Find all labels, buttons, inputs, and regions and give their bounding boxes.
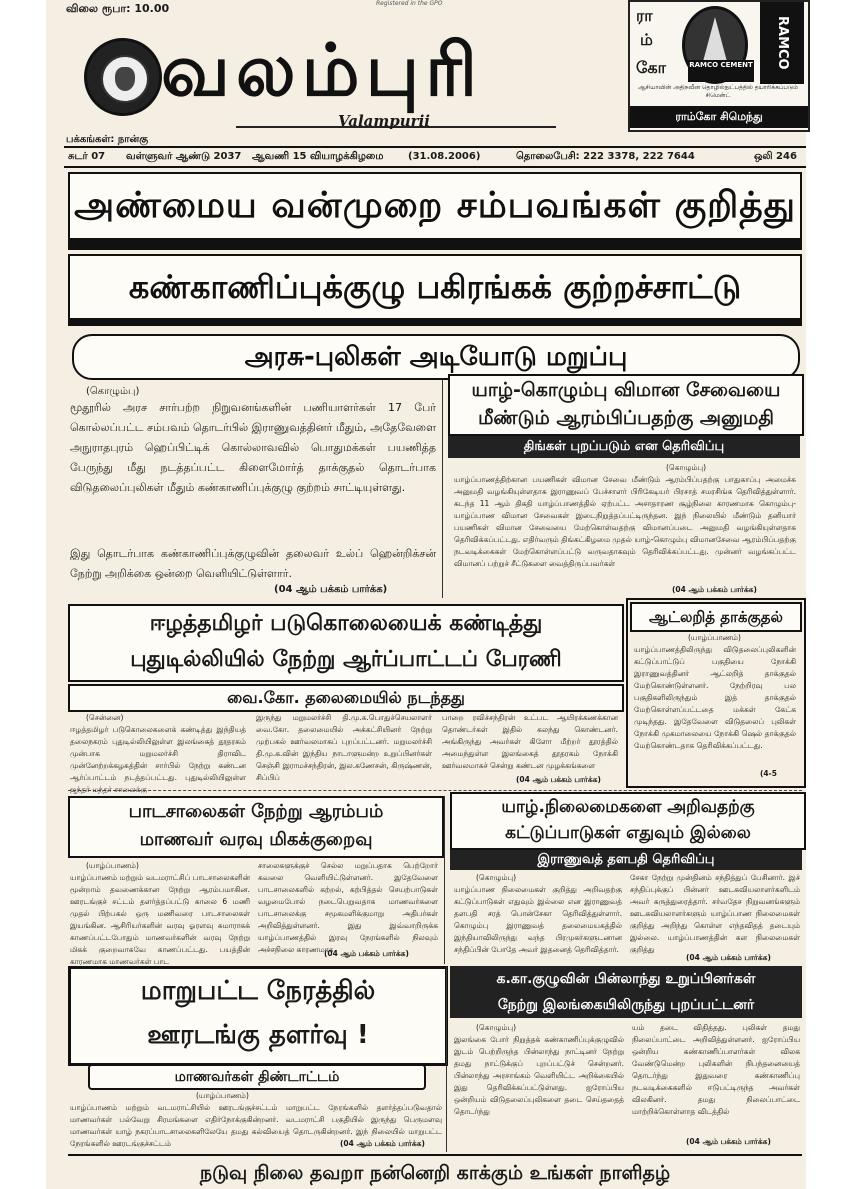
rally-headline-1: ஈழத்தமிழர் படுகொலையைக் கண்டித்து (149, 611, 543, 636)
column-divider-3 (446, 966, 447, 1152)
flight-dateline: (கொழும்பு) (666, 463, 707, 472)
curfew-headline-1: மாறுபட்ட நேரத்தில் (140, 976, 376, 1006)
security-col-1: யாழ்ப்பாண நிலைமைகள் குறித்து அறிவதற்கு கட்டுப்பாடுகள் எதுவும் இல்லை என இராணுவத் தளபதி சரத் பொன்சேகா தெரிவித்துள்ளார். கொழும்பு இராணுவத் தலைமையகத்தில் இந்தியாவிலிருந்து வந்த பிரமுகர்களுடனான சந்திப்பின் போதே அவர் இதனைத் தெரிவித்தார். (454, 885, 622, 954)
section-divider (68, 790, 802, 791)
dateline-bar (64, 146, 806, 168)
ad-char-1: ரா (636, 6, 653, 25)
flight-subhead: திங்கள் புறப்படும் என தெரிவிப்பு (448, 436, 800, 458)
tamil-date: ஆவணி 15 (252, 151, 307, 162)
attack-box (626, 598, 806, 788)
lead-headline-3: அரசு-புலிகள் அடியோடு மறுப்பு (72, 334, 800, 380)
nordic-headline (450, 966, 802, 1018)
curfew-subhead: மாணவர்கள் திண்டாட்டம் (88, 1064, 426, 1090)
rally-continued: (04 ஆம் பக்கம் பார்க்க) (516, 775, 601, 784)
pages-count: பக்கங்கள்: நான்கு (66, 134, 149, 145)
nordic-headline-1: க.கா.குழுவின் பின்லாந்து உறுப்பினர்கள் (496, 971, 756, 987)
rally-headline (68, 604, 624, 682)
nordic-dateline: (கொழும்பு) (476, 1023, 517, 1032)
nordic-col-1: இலங்கை போர் நிறுத்தக் கண்காணிப்புக்குழுவில் இடம் பெற்றிருந்த பின்லாந்து நாட்டினர் நேற்று தமது நாட்டுக்குப் புறப்பட்டுச் சென்றனர். பின்லாந்து அரசாங்கம் வெளியிட்ட அறிக்கையில் இது தெரிவிக்கப்பட்டுள்ளது. ஐரோப்பிய ஒன்றியம் விடுதலைப்புலிகளை தடை செய்ததைத் தொடர்ந்து (454, 1035, 624, 1116)
school-dateline: (யாழ்ப்பாணம்) (86, 861, 139, 870)
volume: சுடர் 07 (68, 151, 106, 162)
flight-headline-1: யாழ்-கொழும்பு விமான சேவையை (471, 379, 781, 401)
headline-rule-2 (68, 320, 802, 326)
lead-body: மூதூரில் அரச சார்பற்ற நிறுவனங்களின் பணியாளர்கள் 17 பேர் கொல்லப்பட்ட சம்பவம் தொடர்பில் இராணுவத்தினர் மீதும், அதேவேளை அநுராதபுரம் ஹெப்பிட்டிக் கொல்லாவவில் பொதுமக்கள் பயணித்த பேருந்து மீது நடத்தப்பட்ட கிளைமோர்த் தாக்குதல் தொடர்பாக விடுதலைப்புலிகள் மீதும் கண்காணிப்புக்குழு குற்றம் சாட்டியுள்ளது. (70, 401, 436, 494)
attack-headline: ஆட்லறித் தாக்குதல் (630, 602, 802, 632)
school-col-2: சாலைகளுக்குச் செல்ல மறுப்பதாக பெற்றோர் கவலை வெளியிட்டுள்ளனர். இதேவேளை பாடசாலைகளில் கற்றல், கற்பித்தல் செயற்பாடுகள் வழமைபோல் நடைபெறுவதாக மாணவர்களை பாடசாலைக்கு சமூகமளிக்குமாறு அதிபர்கள் அறிவித்துள்ளனர். இது இவ்வாறிருக்க யாழ்ப்பாணத்தில் இரவு நேரங்களில் நிலவும் அச்சநிலை காரணமாக (258, 861, 438, 954)
conch-emblem-icon (84, 38, 162, 116)
curfew-body: யாழ்ப்பாணம் மற்றும் வடமராட்சியில் ஊரடங்குச்சட்டம் மாறுபட்ட நேரங்களில் தளர்த்தப்படுவதால் மாணவர்கள் பல்வேறு சிரமங்களை எதிர்நோக்குகின்றனர். வடமராட்சி பகுதியில் இருந்து பெருமளவு மாணவர்கள் யாழ் நகரப்பாடசாலைகளிலேயே தமது கல்வியைத் தொடருகின்றனர். இந் நிலையில் மாறுபட்ட நேரங்களில் ஊரடங்குச்சட்டம் (70, 1103, 442, 1148)
date: (31.08.2006) (408, 151, 481, 162)
lead-headline-1: அண்மைய வன்முறை சம்பவங்கள் குறித்து (68, 172, 802, 240)
lead-body-2: இது தொடர்பாக கண்காணிப்புக்குழுவின் தலைவர் உல்ப் ஹென்றிக்சன் நேற்று அறிக்கை ஒன்றை வெளியிட்டுள்ளார். (70, 547, 436, 580)
ramco-advertisement (628, 0, 810, 132)
security-subhead: இராணுவத் தளபதி தெரிவிப்பு (450, 850, 802, 870)
masthead-roman: Valampurii (338, 112, 430, 130)
column-divider (442, 380, 443, 598)
flight-body: யாழ்ப்பாணத்திற்கான பயணிகள் விமான சேவை மீண்டும் ஆரம்பிப்பதற்கு பாதுகாப்பு அமைச்சு அனுமதி வழங்கியுள்ளதாக இராணுவப் பேச்சாளர் பிரிகேடியர் பிரசாத் சமரசிங்க தெரிவித்துள்ளார். கடந்த 11 ஆம் திகதி யாழ்ப்பாணத்தில் ஏற்பட்ட அசாதாரண சூழ்நிலை காரணமாக கொழும்பு-யாழ்ப்பாண விமான சேவைகள் இடைநிறுத்தப்பட்டிருந்தன. இந் நிலையில் மீண்டும் தனியார் பயணிகள் விமான சேவையை மேற்கொள்வதற்கு விமானப்படை அனுமதி வழங்கியுள்ளதாக தெரிவிக்கப்பட்டது. எதிர்வரும் திங்கட்கிழமை முதல் யாழ்-கொழும்பு விமானசேவை ஆரம்பிப்பதற்கு நடவடிக்கைகள் மேற்கொள்ளப்பட்டு வருவதாகவும் தெரிவிக்கப்பட்டது. முன்னர் வழங்கப்பட்ட விமானப் பற்றுச் சீட்டுகளை வைத்திருப்பவர்கள் (454, 475, 796, 568)
nordic-headline-2: நேற்று இலங்கையிலிருந்து புறப்பட்டனர் (497, 997, 755, 1013)
ad-footer: ராம்கோ சிமெந்து (630, 106, 808, 128)
rally-subhead: வை.கோ. தலைமையில் நடந்தது (68, 684, 624, 712)
security-dateline: (கொழும்பு) (476, 873, 517, 882)
lead-headline-2: கண்காணிப்புக்குழு பகிரங்கக் குற்றச்சாட்டு (68, 254, 802, 320)
rally-col-1: ஈழத்தமிழர் படுகொலைகளைக் கண்டித்து இந்தியத் தலைநகரம் புதுடில்லியிலுள்ள இலங்கைத் தூதரகம் முன்பாக மறுமலர்ச்சி திராவிட முன்னேற்றக்கழகத்தின் சார்பில் நேற்று கண்டன ஆர்ப்பாட்டம் நடத்தப்பட்டது. புதுடில்லியிலுள்ள ஜந்தர் மந்தர் சாலைக்கு (70, 725, 246, 794)
ad-char-2: ம் (640, 30, 653, 49)
phone: தொலைபேசி: 222 3378, 222 7644 (516, 151, 695, 162)
newspaper-page (46, 0, 806, 1189)
rally-headline-2: புதுடில்லியில் நேற்று ஆர்ப்பாட்டப் பேரணி (130, 647, 562, 672)
headline-rule (68, 240, 802, 250)
curfew-headline-2: ஊரடங்கு தளர்வு ! (147, 1020, 369, 1050)
curfew-continued: (04 ஆம் பக்கம் பார்க்க) (336, 1138, 425, 1150)
flight-headline (448, 374, 804, 436)
ad-brand-vertical: RAMCO (760, 2, 804, 84)
school-col-1: யாழ்ப்பாணம் மற்றும் வடமராட்சிப் பாடசாலைகளின் மூன்றாம் தவணைக்கான நேற்று ஆரம்பமாகின. ஊரடங்குச் சட்டம் தளர்த்தப்பட்டு காலை 6 மணி முதல் பிற்பகல் ஒரு மணிவரை பாடசாலைகள் இயங்கின. ஆசிரியர்களின் வரவு ஓரளவு சுமாராகக் காணப்பட்டபோதும் மாணவர்களின் வரவு நேற்று மிகக் குறைவாகவே காணப்பட்டது. பயத்தின் காரணமாக மாணவர்கள் பாட (70, 873, 250, 966)
footer-slogan: நடுவு நிலை தவறா நன்னெறி காக்கும் உங்கள் நாளிதழ் (199, 1162, 671, 1184)
school-headline-1: பாடசாலைகள் நேற்று ஆரம்பம் (128, 801, 384, 822)
ad-brand-box: RAMCO CEMENT (688, 60, 754, 82)
tamil-year: வள்ளுவர் ஆண்டு 2037 (126, 151, 242, 162)
column-divider-2 (444, 796, 445, 964)
lead-continued: (04 ஆம் பக்கம் பார்க்க) (274, 584, 388, 595)
security-headline-2: கட்டுப்பாடுகள் எதுவும் இல்லை (505, 823, 751, 843)
rally-col-3: பாறை ரவிச்சந்திரன் உட்பட ஆயிரக்கணக்கான தொண்டர்கள் இதில் கலந்து கொண்டனர். அங்கிருந்து அவர்கள் கிளோ மீற்றர் தூரத்தில் அமைந்துள்ள இலங்கைத் தூதரகம் நோக்கி ஊர்வலமாகச் சென்று கண்டன முழக்கங்களை (442, 713, 618, 770)
rally-col-2: இருந்து மறுமலர்ச்சி தி.மு.க.பொதுச்செயலாளர் வை.கோ. தலைமையில் அக்கட்சியினர் நேற்று முற்பகல் ஊர்வலமாகப் புறப்பட்டனர். மறுமலர்ச்சி தி.மு.க.வின் இந்திய நாடாளுமன்ற உறுப்பினர்கள் செஞ்சி இராமச்சந்திரன், இல.கணேசன், கிருஷ்ணன், சிப்பிப் (256, 713, 432, 782)
rally-dateline: (சென்னை) (86, 713, 124, 722)
registration-note: Registered in the GPO (376, 0, 443, 7)
flight-headline-2: மீண்டும் ஆரம்பிப்பதற்கு அனுமதி (478, 407, 774, 429)
school-continued: (04 ஆம் பக்கம் பார்க்க) (324, 949, 409, 958)
security-continued: (04 ஆம் பக்கம் பார்க்க) (686, 953, 771, 962)
ad-tagline: ஆசியாவின் அதிநவீன தொழில்நுட்பத்தில் தயாரிக்கப்படும் சிமென்ட் (637, 84, 799, 99)
price-label: விலை ரூபா: 10.00 (66, 2, 170, 15)
security-col-2: சேகா நேற்று முன்தினம் சந்தித்துப் பேசினார். இச் சந்திப்புக்குப் பின்னர் ஊடகவியலாளர்களிடம் அவர் கருத்துரைத்தார். சர்வதேச நிறுவனங்களும் ஊடகவியலாளர்களும் யாழ்ப்பாண நிலைமைகள் குறித்து அறிந்து கொள்ள எந்தவிதத் தடையும் இல்லை. யாழ்ப்பாணத்தின் கள நிலைமைகள் குறித்து (630, 873, 800, 954)
school-headline (68, 796, 444, 858)
weekday: வியாழக்கிழமை (310, 151, 384, 162)
nordic-continued: (04 ஆம் பக்கம் பார்க்க) (686, 1137, 771, 1146)
attack-continued: (4-5 (760, 769, 777, 778)
curfew-headline (68, 966, 448, 1066)
flight-continued: (04 ஆம் பக்கம் பார்க்க) (672, 585, 757, 594)
issue-number: ஒலி 246 (754, 151, 797, 162)
masthead-title: வலம்புரி (161, 27, 484, 112)
curfew-dateline: (யாழ்ப்பாணம்) (196, 1091, 249, 1100)
attack-dateline: (யாழ்ப்பாணம்) (688, 633, 741, 642)
attack-body: யாழ்ப்பாணத்திலிருந்து விடுதலைப்புலிகளின் கட்டுப்பாட்டுப் பகுதியை நோக்கி இராணுவத்தினர் ஆட்லறித் தாக்குதல் மேற்கொண்டுள்ளனர். நேற்றிரவு பல பகுதிகளிலிருந்தும் இத் தாக்குதல் மேற்கொள்ளப்பட்டதை மக்கள் கேட்க முடிந்தது. இதேவேளை விடுதலைப் புலிகள் நோக்கி முகமாலையை நோக்கி ஷெல் தாக்குதல் மேற்கொண்டதாக தெரிவிக்கப்பட்டது. (634, 645, 796, 750)
security-headline (450, 792, 806, 850)
lead-dateline: (கொழும்பு) (86, 386, 140, 397)
school-headline-2: மாணவர் வரவு மிகக்குறைவு (139, 829, 373, 850)
footer-rule (68, 1154, 802, 1156)
nordic-col-2: யம் தடை விதித்தது. புலிகள் தமது நிலைப்பாட்டை அறிவித்துள்ளனர். ஐரோப்பிய ஒன்றிய கண்காணிப்பாளர்கள் விலக வேண்டுமென்ற புலிகளின் நிபந்தனையைத் தொடர்ந்து இதுவரை கண்காணிப்பு நடவடிக்கைகளில் ஈடுபட்டிருந்த அவர்கள் விலகினர். தமது நிலைப்பாட்டை மாற்றிக்கொள்ளாத விடத்தில் (632, 1023, 800, 1116)
security-headline-1: யாழ்.நிலைமைகளை அறிவதற்கு (501, 797, 755, 817)
ad-char-3: கோ (636, 58, 666, 77)
